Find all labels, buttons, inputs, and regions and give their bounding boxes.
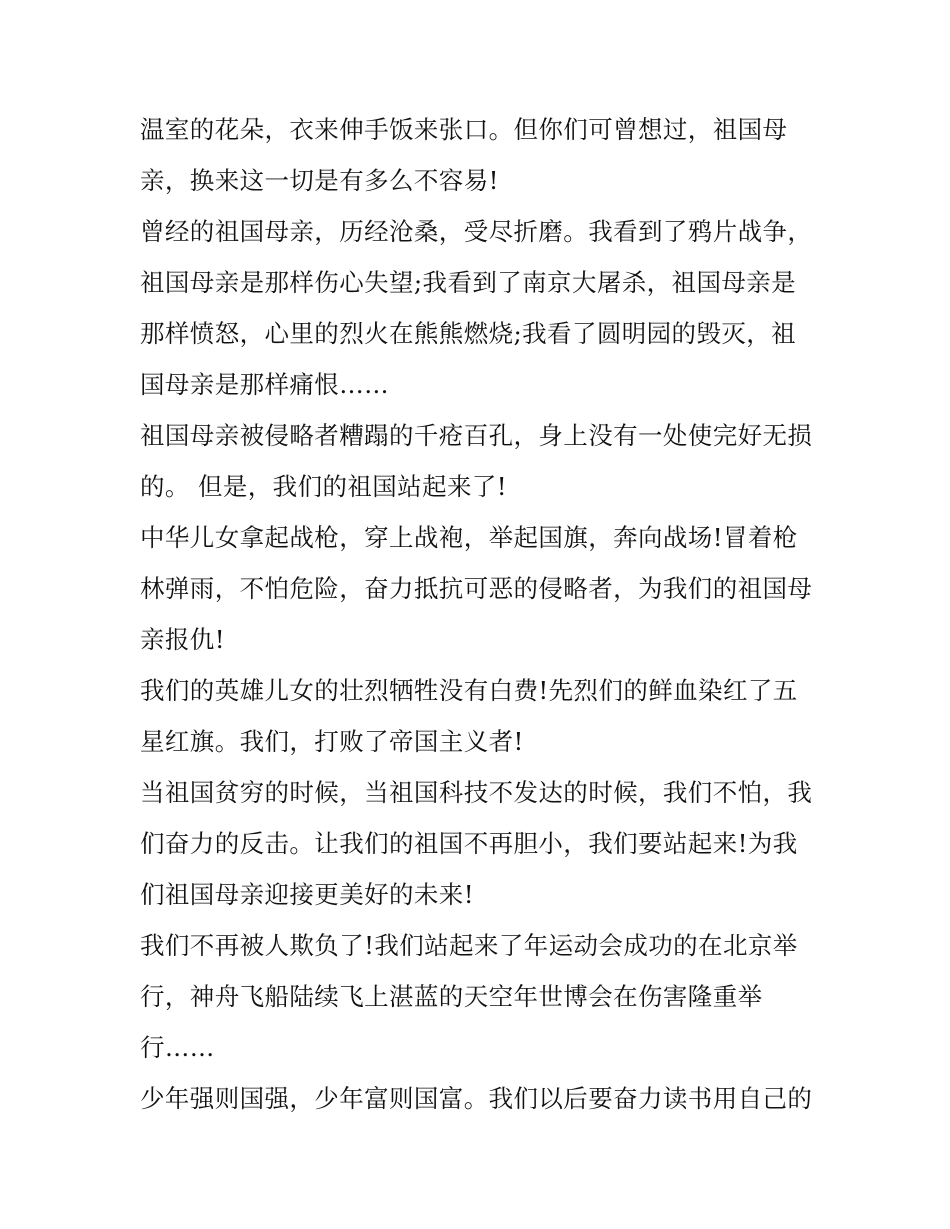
text-line: 中华儿女拿起战枪，穿上战袍，举起国旗，奔向战场!冒着枪: [140, 523, 798, 552]
text-line: 行……: [140, 1033, 215, 1062]
text-line: 星红旗。我们，打败了帝国主义者!: [140, 727, 524, 756]
text-line: 我们不再被人欺负了!我们站起来了年运动会成功的在北京举: [140, 931, 798, 960]
text-line: 国母亲是那样痛恨……: [140, 370, 389, 399]
text-line: 林弹雨，不怕危险，奋力抵抗可恶的侵略者，为我们的祖国母: [140, 574, 813, 603]
text-line: 曾经的祖国母亲，历经沧桑，受尽折磨。我看到了鸦片战争，: [140, 217, 813, 246]
text-line: 们祖国母亲迎接更美好的未来!: [140, 880, 474, 909]
text-line: 祖国母亲被侵略者糟蹋的千疮百孔，身上没有一处使完好无损: [140, 421, 813, 450]
text-line: 们奋力的反击。让我们的祖国不再胆小，我们要站起来!为我: [140, 829, 798, 858]
text-line: 温室的花朵，衣来伸手饭来张口。但你们可曾想过，祖国母: [140, 115, 788, 144]
text-line: 我们的英雄儿女的壮烈牺牲没有白费!先烈们的鲜血染红了五: [140, 676, 798, 705]
text-line: 少年强则国强，少年富则国富。我们以后要奋力读书用自己的: [140, 1084, 813, 1113]
text-line: 的。 但是，我们的祖国站起来了!: [140, 472, 508, 501]
text-line: 当祖国贫穷的时候，当祖国科技不发达的时候，我们不怕，我: [140, 778, 813, 807]
text-line: 亲，换来这一切是有多么不容易!: [140, 166, 499, 195]
text-line: 亲报仇!: [140, 625, 225, 654]
text-line: 那样愤怒，心里的烈火在熊熊燃烧;我看了圆明园的毁灭，祖: [140, 319, 797, 348]
text-line: 行，神舟飞船陆续飞上湛蓝的天空年世博会在伤害隆重举: [140, 982, 763, 1011]
document-body: [140, 104, 820, 1124]
text-line: 祖国母亲是那样伤心失望;我看到了南京大屠杀，祖国母亲是: [140, 268, 797, 297]
